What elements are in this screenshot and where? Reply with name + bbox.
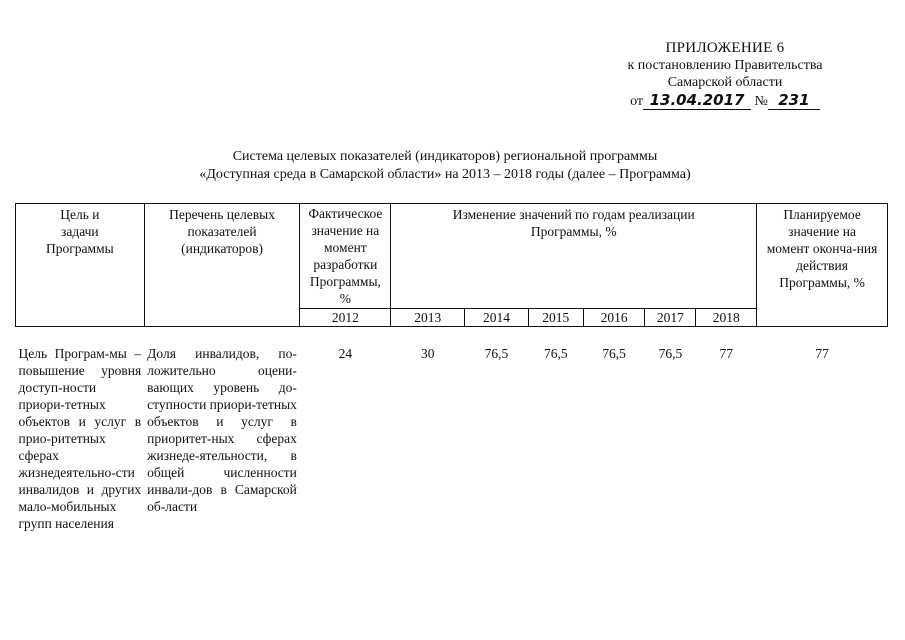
- cell-2014: 76,5: [484, 346, 509, 361]
- document-title-line-1: Система целевых показателей (индикаторов) региональной программы: [232, 149, 658, 164]
- appendix-date-line: [560, 93, 890, 110]
- header-year-2014: 2014: [465, 309, 529, 327]
- cell-2018: 77: [719, 346, 733, 361]
- appendix-line-1: к постановлению Правительства: [627, 58, 823, 73]
- appendix-line-2: Самарской области: [667, 75, 783, 90]
- date-field: [643, 93, 751, 110]
- number-field: [768, 93, 820, 110]
- cell-2013: 30: [420, 346, 435, 361]
- header-change: Изменение значений по годам реализации Программы, %: [391, 204, 757, 309]
- header-year-2015: 2015: [528, 309, 583, 327]
- header-year-2017: 2017: [645, 309, 696, 327]
- header-planned: Планируемое значение на момент оконча-ния действия Программы, %: [757, 204, 888, 327]
- appendix-block: [560, 40, 890, 110]
- number-prefix: №: [754, 94, 768, 109]
- handwritten-number: 231: [778, 91, 810, 109]
- header-year-2016: 2016: [583, 309, 645, 327]
- header-year-2013: 2013: [391, 309, 465, 327]
- document-title: [100, 148, 790, 184]
- cell-2017: 76,5: [658, 346, 683, 361]
- header-goal: Цель и задачи Программы: [16, 204, 145, 327]
- spacer-row: [16, 327, 888, 346]
- cell-actual: 24: [338, 346, 353, 361]
- header-year-2018: 2018: [696, 309, 757, 327]
- table-row: [16, 345, 888, 532]
- handwritten-date: 13.04.2017: [649, 91, 745, 109]
- header-year-2012: 2012: [300, 309, 391, 327]
- cell-planned: 77: [815, 346, 829, 361]
- header-actual: Фактическое значение на момент разработки Программы, %: [300, 204, 391, 309]
- cell-goal: Цель Програм-мы – повышение уровня доступ-ности приори-тетных объектов и услуг в прио-ритетных сферах жизнедеятельно-сти инвалидов и других мало-мобильных групп населения: [18, 346, 142, 531]
- appendix-title: ПРИЛОЖЕНИЕ 6: [665, 40, 785, 56]
- cell-indicator: Доля инвалидов, по-ложительно оцени-вающих уровень до-ступности приори-тетных объектов и услуг в приоритет-ных сферах жизнеде-ятельности, в общей численности инвали-дов в Самарской об-ласти: [147, 346, 297, 514]
- document-title-line-2: «Доступная среда в Самарской области» на 2013 – 2018 годы (далее – Программа): [199, 167, 691, 182]
- header-indicators: Перечень целевых показателей (индикаторов): [144, 204, 300, 327]
- cell-2016: 76,5: [602, 346, 626, 361]
- indicators-table: [15, 203, 888, 532]
- cell-2015: 76,5: [543, 346, 568, 361]
- date-prefix: от: [630, 94, 644, 109]
